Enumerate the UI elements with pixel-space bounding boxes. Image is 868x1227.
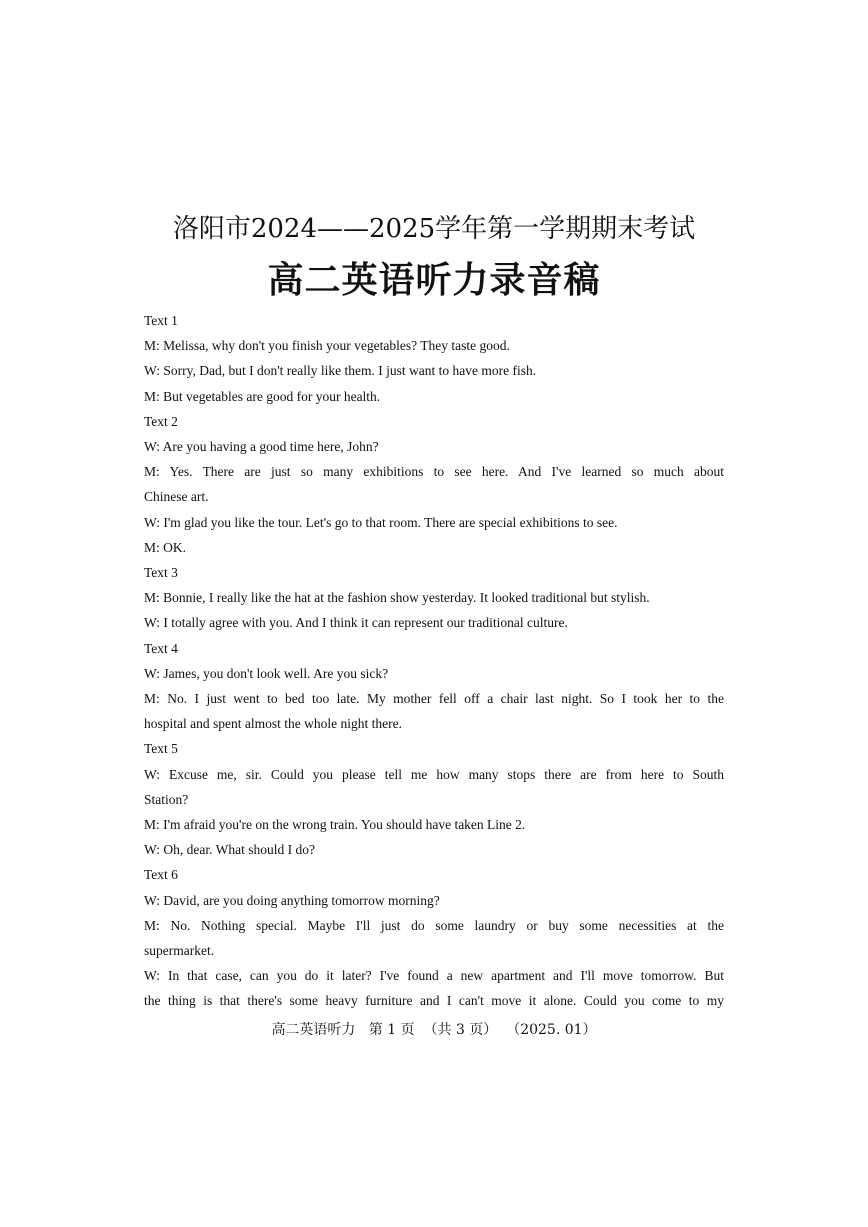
transcript-line: M: Melissa, why don't you finish your vegetables? They taste good. — [144, 338, 510, 354]
transcript-line: M: No. Nothing special. Maybe I'll just do some laundry or buy some necessities at the — [144, 917, 724, 933]
transcript-line: W: Excuse me, sir. Could you please tell me how many stops there are from here to South — [144, 766, 724, 782]
section-heading: Text 6 — [144, 867, 178, 883]
transcript-line: W: I totally agree with you. And I think it can represent our traditional culture. — [144, 615, 568, 631]
transcript-line: M: I'm afraid you're on the wrong train. You should have taken Line 2. — [144, 817, 526, 833]
section-heading: Text 2 — [144, 413, 178, 429]
transcript-line: M: No. I just went to bed too late. My mother fell off a chair last night. So I took her to the — [144, 691, 724, 707]
transcript-line: M: Bonnie, I really like the hat at the fashion show yesterday. It looked traditional but stylish. — [144, 590, 650, 606]
transcript-line: the thing is that there's some heavy furniture and I can't move it alone. Could you come to my — [144, 993, 724, 1009]
transcript-line: W: Are you having a good time here, John? — [144, 439, 379, 455]
transcript-body — [144, 308, 724, 1014]
transcript-line: W: James, you don't look well. Are you sick? — [144, 665, 389, 681]
document-subtitle: 高二英语听力录音稿 — [267, 259, 601, 301]
section-heading: Text 1 — [144, 313, 178, 328]
transcript-line: W: In that case, can you do it later? I've found a new apartment and I'll move tomorrow. But — [144, 968, 724, 984]
transcript-line: W: I'm glad you like the tour. Let's go to that room. There are special exhibitions to see. — [144, 514, 618, 530]
transcript-line: hospital and spent almost the whole night there. — [144, 716, 402, 732]
section-heading: Text 3 — [144, 565, 178, 581]
transcript-line: Chinese art. — [144, 489, 209, 505]
transcript-line: M: But vegetables are good for your health. — [144, 388, 381, 404]
transcript-line: supermarket. — [144, 943, 215, 959]
transcript-line: W: David, are you doing anything tomorrow morning? — [144, 892, 440, 908]
transcript-line: M: Yes. There are just so many exhibitions to see here. And I've learned so much about — [144, 464, 724, 480]
transcript-line: W: Sorry, Dad, but I don't really like them. I just want to have more fish. — [144, 363, 537, 379]
exam-title: 洛阳市2024——2025学年第一学期期末考试 — [172, 214, 696, 244]
page-footer: 高二英语听力 第 1 页 （共 3 页） （2025. 01） — [271, 1022, 597, 1038]
transcript-line: M: OK. — [144, 539, 187, 555]
section-heading: Text 4 — [144, 640, 178, 656]
section-heading: Text 5 — [144, 741, 178, 757]
transcript-line: Station? — [144, 791, 189, 807]
transcript-line: W: Oh, dear. What should I do? — [144, 842, 315, 858]
